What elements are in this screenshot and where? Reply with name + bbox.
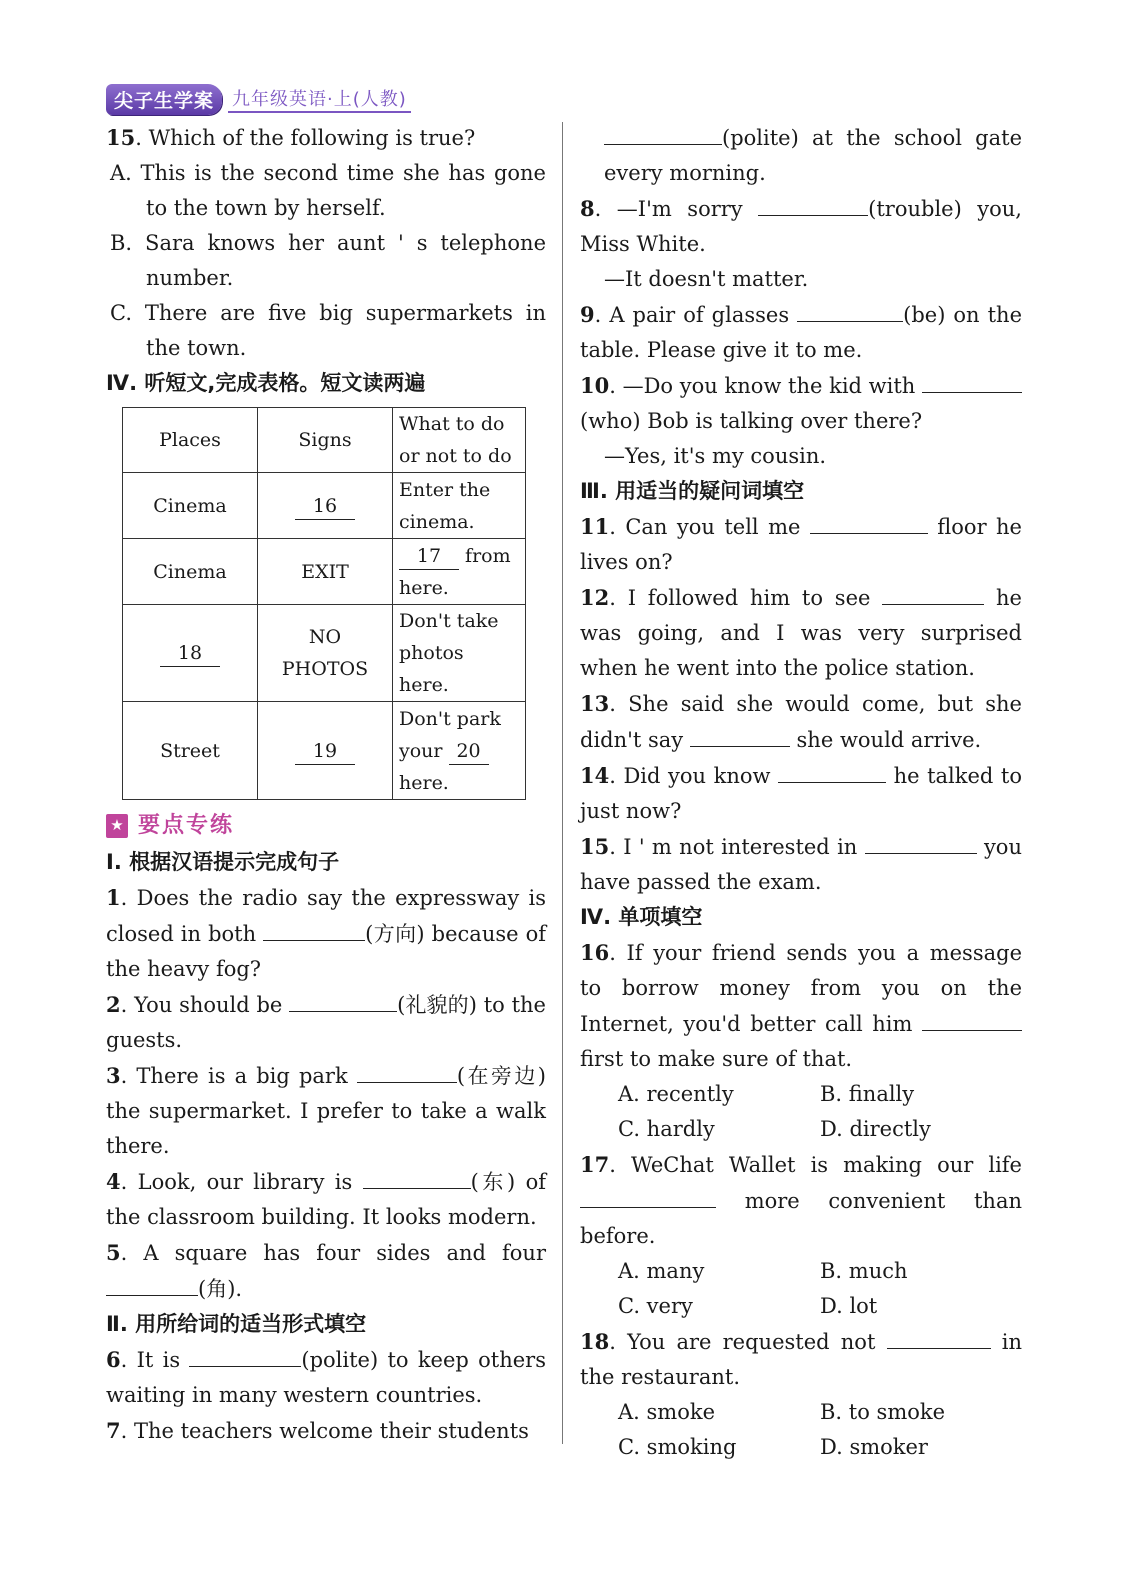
signs-table: [122, 407, 526, 800]
table-header-row: [123, 408, 526, 473]
question-11: 11. Can you tell me floor he lives on?: [580, 509, 1022, 580]
question-9: 9. A pair of glasses (be) on the table. Please give it to me.: [580, 297, 1022, 368]
answer-blank[interactable]: [778, 758, 886, 783]
question-16: 16. If your friend sends you a message to borrow money from you on the Internet, you'd better call him first to make sure of that.: [580, 940, 1022, 1071]
header-places: Places: [123, 408, 258, 473]
question-18: 18. You are requested not in the restaurant.: [580, 1324, 1022, 1395]
question-10: 10. —Do you know the kid with (who) Bob is talking over there?: [580, 368, 1022, 439]
answer-blank[interactable]: [865, 829, 977, 854]
question-7-cont: (polite) at the school gate every morning.: [580, 120, 1022, 191]
column-divider: [562, 122, 563, 1444]
table-row: Cinema EXIT 17 from here.: [123, 539, 526, 605]
star-icon: ★: [106, 814, 128, 838]
choice-b[interactable]: B. to smoke: [820, 1400, 946, 1424]
options-18b: [580, 1430, 1022, 1465]
answer-blank[interactable]: [357, 1058, 457, 1083]
options-17: [580, 1254, 1022, 1289]
section-iii: Ⅲ. 用适当的疑问词填空: [580, 479, 805, 503]
question-5: 5. A square has four sides and four (角).: [106, 1240, 546, 1301]
question-2: 2. You should be (礼貌的) to the guests.: [106, 987, 546, 1058]
answer-blank[interactable]: [289, 987, 397, 1012]
book-title: 九年级英语·上(人教): [228, 85, 411, 113]
brand-logo: 尖子生学案: [106, 84, 222, 115]
answer-blank[interactable]: [922, 368, 1022, 393]
answer-blank[interactable]: [189, 1342, 301, 1367]
answer-blank[interactable]: [106, 1271, 198, 1296]
question-13: 13. She said she would come, but she didn't say she would arrive.: [580, 691, 1022, 752]
header-what-to-do: What to do or not to do: [393, 408, 526, 473]
question-15: 15. I ' m not interested in you have passed the exam.: [580, 829, 1022, 900]
header-signs: Signs: [258, 408, 393, 473]
blank-19[interactable]: 19: [295, 738, 355, 765]
choice-c[interactable]: C. very: [618, 1294, 693, 1318]
question-1: 1. Does the radio say the expressway is closed in both (方向) because of the heavy fog?: [106, 885, 546, 981]
question-4: 4. Look, our library is (东) of the classroom building. It looks modern.: [106, 1164, 546, 1235]
question-15-left: 15. Which of the following is true?: [106, 125, 476, 150]
section-i: Ⅰ. 根据汉语提示完成句子: [106, 850, 340, 874]
answer-blank[interactable]: [263, 916, 365, 941]
answer-blank[interactable]: [758, 191, 868, 216]
question-6: 6. It is (polite) to keep others waiting in many western countries.: [106, 1342, 546, 1413]
right-column: [580, 120, 1022, 1465]
choice-d[interactable]: D. smoker: [820, 1435, 928, 1459]
options-17b: [580, 1289, 1022, 1324]
answer-blank[interactable]: [604, 120, 722, 145]
choice-a[interactable]: A. many: [618, 1259, 705, 1283]
choice-b[interactable]: B. finally: [820, 1082, 915, 1106]
table-row: Street 19 Don't park your 20 here.: [123, 702, 526, 800]
choice-a[interactable]: A. recently: [618, 1082, 734, 1106]
choice-d[interactable]: D. lot: [820, 1294, 878, 1318]
question-10-reply: —Yes, it's my cousin.: [604, 444, 827, 468]
question-8-reply: —It doesn't matter.: [604, 267, 809, 291]
page-header: [106, 82, 411, 116]
answer-blank[interactable]: [810, 509, 928, 534]
blank-17[interactable]: 17: [399, 543, 459, 570]
question-12: 12. I followed him to see he was going, and I was very surprised when he went into the police station.: [580, 580, 1022, 686]
answer-blank[interactable]: [882, 580, 984, 605]
answer-blank[interactable]: [887, 1324, 991, 1349]
blank-20[interactable]: 20: [449, 738, 489, 765]
section-iv-choice: Ⅳ. 单项填空: [580, 905, 703, 929]
question-17: 17. WeChat Wallet is making our life more convenient than before.: [580, 1152, 1022, 1248]
answer-blank[interactable]: [363, 1164, 471, 1189]
question-14: 14. Did you know he talked to just now?: [580, 758, 1022, 829]
choice-c[interactable]: C. smoking: [618, 1435, 737, 1459]
option-c: C. There are five big supermarkets in the town.: [110, 301, 546, 360]
table-row: Cinema 16 Enter the cinema.: [123, 473, 526, 539]
answer-blank[interactable]: [922, 1006, 1022, 1031]
question-3: 3. There is a big park (在旁边) the supermarket. I prefer to take a walk there.: [106, 1058, 546, 1164]
answer-blank[interactable]: [797, 297, 903, 322]
choice-c[interactable]: C. hardly: [618, 1117, 715, 1141]
question-8: 8. —I'm sorry (trouble) you, Miss White.: [580, 191, 1022, 262]
options-18: [580, 1395, 1022, 1430]
answer-blank[interactable]: [690, 722, 790, 747]
section-ii: Ⅱ. 用所给词的适当形式填空: [106, 1312, 367, 1336]
blank-16[interactable]: 16: [295, 493, 355, 520]
table-row: 18 NO PHOTOS Don't take photos here.: [123, 605, 526, 702]
key-points-banner: ★ 要点专练: [106, 808, 546, 843]
blank-18[interactable]: 18: [160, 640, 220, 667]
option-b: B. Sara knows her aunt ' s telephone number.: [110, 231, 546, 290]
option-a: A. This is the second time she has gone to the town by herself.: [110, 161, 546, 220]
left-column: [106, 120, 546, 1449]
choice-d[interactable]: D. directly: [820, 1117, 931, 1141]
choice-a[interactable]: A. smoke: [618, 1400, 716, 1424]
section-iv-listening: Ⅳ. 听短文,完成表格。短文读两遍: [106, 371, 426, 395]
question-7: 7. The teachers welcome their students: [106, 1418, 529, 1443]
answer-blank[interactable]: [580, 1183, 716, 1208]
options-16: [580, 1077, 1022, 1112]
choice-b[interactable]: B. much: [820, 1259, 908, 1283]
options-16b: [580, 1112, 1022, 1147]
